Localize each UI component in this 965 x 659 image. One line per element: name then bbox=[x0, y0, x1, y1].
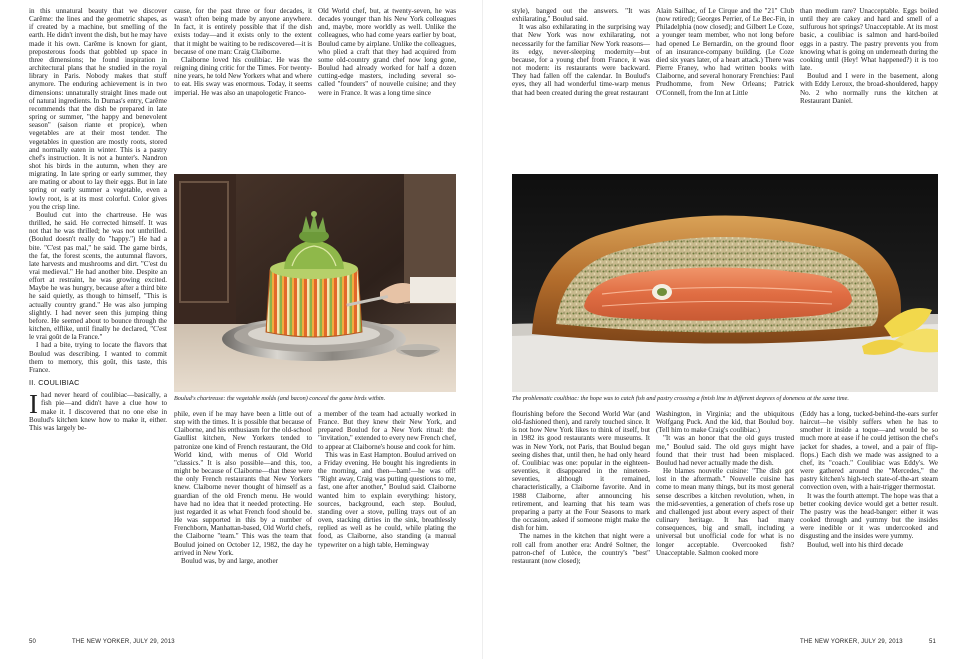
column-6-bottom bbox=[800, 410, 938, 632]
page-number-right: 51 bbox=[929, 639, 937, 645]
column-2-bottom bbox=[174, 410, 312, 632]
paragraph: This was in East Hampton. Boulud arrived on a Friday evening. He bought his ingredients in the morning, and then—bam!—he was off! "Right away, Craig was putting questions to me, fast, one after another," Boulud said. Claiborne wanted him to explain everything: history, sources, background, each step. Boulud, standing over a stove, pulling trays out of an oven, stacking dirties in the sink, breathlessly replied as well as he could, while plating the food, as Claiborne, also standing (a manual typewriter on a high table, Hemingway bbox=[318, 450, 456, 549]
chartreuse-photo bbox=[174, 174, 456, 392]
coulibiac-illustration bbox=[512, 174, 938, 392]
paragraph-text: had never heard of coulibiac—basically, a fish pie—and didn't have a clue how to make it. I discovered that no one else in Boulud's kitchen knew how to make it, either. This was largely be- bbox=[29, 391, 167, 432]
paragraph: in this unnatural beauty that we discover Carême: the lines and the geometric shapes, as if created by a machine, but smelling of the earth. He didn't invent the dish, but he may have made it his own. Carême is known for giant, preposterous foods that gobbled up space in three dimensions; he found inspiration in architectural plans that he studied in the royal library in Paris. Nobody makes that stuff anymore. The enduring achievement is in two dimensions: unnaturally straight lines made out of natural ingredients. In Dumas's entry, Carême recommends that the dish be prepared in late spring or summer, "the happy and benevolent season" (saison riante et propice), when vegetables are at their most tender. The vegetables in question are mostly roots, stored and normally eaten in winter. This is a pastry chef's instruction. It is not a hunter's. Nandron shot his birds in the autumn, when they are migrating. In late spring or early summer, they are mating or about to lay their eggs. But in late spring or early summer a vegetable, even a lowly root, is at its most colorful. Color gives you the crisp line. bbox=[29, 7, 167, 211]
photo-caption-left: Boulud's chartreuse: the vegetable molds (and bacon) conceal the game birds within. bbox=[174, 395, 386, 402]
paragraph: style), banged out the answers. "It was exhilarating," Boulud said. bbox=[512, 7, 650, 24]
column-2-top bbox=[174, 7, 312, 173]
paragraph: flourishing before the Second World War (and old-fashioned then), and rarely touched since. It is not how New York likes to think of itself, but in 1982 its good restaurants were museums. It was in New York, not Paris, that Boulud began seeing dishes that, until then, he had only heard of. Coulibiac was one: popular in the eighteen-seventies, it disappeared in the nineteen-seventies, although it remained, characteristically, a Claiborne favorite. And in 1988 Claiborne, after announcing his retirement, and learning that his team was preparing a party at the Four Seasons to mark the occasion, asked if someone might make the dish for him. bbox=[512, 410, 650, 533]
column-4-top bbox=[512, 7, 650, 173]
paragraph: than medium rare? Unacceptable. Eggs boiled until they are cakey and hard and smell of a sulfurous hot springs? Unacceptable. At its most basic, a coulibiac is salmon and hard-boiled eggs in a pastry. The pastry prevents you from knowing what is going on underneath during the cooking until (Hey! What happened?) it is too late. bbox=[800, 7, 938, 73]
paragraph: phile, even if he may have been a little out of step with the times. It is possible that because of Claiborne, and his enthusiasm for the old-school Gaullist kitchen, New Yorkers tended to patronize one kind of French restaurant, the Old World kind, with menus of Old World "classics." It is also possible—and this, too, might be because of Claiborne—that these were the only French restaurants that New Yorkers knew. Claiborne never thought of himself as a guardian of the old French menu. He would have had no idea that it needed protecting. He just regarded it as what French food should be. He was supported in this by a number of Frenchborn, Manhattan-based, Old World chefs, the Claiborne "team." This was the team that Boulud joined on October 12, 1982, the day he arrived in New York. bbox=[174, 410, 312, 557]
page-number-left: 50 bbox=[29, 639, 37, 645]
column-3-bottom bbox=[318, 410, 456, 632]
folio-left: THE NEW YORKER, JULY 29, 2013 bbox=[72, 639, 175, 645]
paragraph: Boulud cut into the chartreuse. He was thrilled, he said. He corrected himself. It was not that he was thrilled; he was not unthrilled. (Boulud doesn't really do "happy.") He had a bite. "C'est pas mal," he said. The game birds, the fat, the forest scents, the autumnal flavors, late harvests and mushrooms and dirt. "C'est du vrai medieval." He had another bite. Despite an effort at restraint, he was growing excited. Maybe he was hungry, because after a third bite he said quietly, as though to himself, "This is actually country grand." He was also jumping slightly. I had never seen this jumping thing before. He seemed about to bounce through the kitchen, elflike, until finally he declared, "C'est le vrai goût de la France." bbox=[29, 210, 167, 342]
section-heading: II. COULIBIAC bbox=[29, 378, 80, 388]
folio-right: THE NEW YORKER, JULY 29, 2013 bbox=[800, 639, 903, 645]
paragraph: I had a bite, trying to locate the flavors that Boulud was describing. I wanted to commit them to memory, this goût, this taste, this France. bbox=[29, 341, 167, 374]
paragraph: Old World chef, but, at twenty-seven, he was decades younger than his New York colleagues and, maybe, more worldly as well. Unlike the colleagues, who had come years earlier by boat, Boulud came by airplane. Unlike the colleagues, who plied a craft that they had acquired from some old-country grand chef now long gone, Boulud had already worked for half a dozen cutting-edge masters, including several so-called "founders" of nouvelle cuisine; and they were in France. It was a long time since bbox=[318, 7, 456, 97]
paragraph: cause, for the past three or four decades, it wasn't often being made by anyone anywhere. In fact, it is entirely possible that if the dish exists today—and it exists only to the extent that it might be waiting to be rediscovered—it is because of one man: Craig Claiborne. bbox=[174, 7, 312, 56]
chartreuse-illustration bbox=[174, 174, 456, 392]
drop-cap: I bbox=[29, 389, 38, 420]
column-3-top bbox=[318, 7, 456, 173]
coulibiac-photo bbox=[512, 174, 938, 392]
paragraph: He blames nouvelle cuisine: "The dish got lost in the aftermath." Nouvelle cuisine has come to mean many things, but its most general sense describes a kitchen revolution, when, in the mid-seventies, a generation of chefs rose up and challenged just about every aspect of their culinary heritage. It has had many consequences, big and small, including a universal but unofficial code for what is no longer acceptable. Overcooked fish? Unacceptable. Salmon cooked more bbox=[656, 467, 794, 557]
gutter bbox=[482, 0, 483, 659]
paragraph: "It was an honor that the old guys trusted me," Boulud said. The old guys might have found that their trust had been misplaced. Boulud had never actually made the dish. bbox=[656, 434, 794, 467]
photo-caption-right: The problematic coulibiac: the hope was to catch fish and pastry crossing a finish line in different degrees of doneness at the same time. bbox=[512, 395, 849, 402]
column-4-bottom bbox=[512, 410, 650, 632]
column-5-top bbox=[656, 7, 794, 173]
paragraph: a member of the team had actually worked in France. But they knew their New York, and prepared Boulud for a New York ritual: the "invitation," extended to every new French chef, to appear at Claiborne's house and cook for him. bbox=[318, 410, 456, 451]
paragraph: Boulud, well into his third decade bbox=[807, 540, 904, 549]
paragraph: The names in the kitchen that night were a roll call from another era: André Soltner, the patron-chef of Lutèce, the country's "best" restaurant (now closed); bbox=[512, 532, 650, 565]
paragraph: Washington, in Virginia; and the ubiquitous Wolfgang Puck. And the kid, that Boulud boy. (Tell him to make Craig's coulibiac.) bbox=[656, 410, 794, 435]
column-5-bottom bbox=[656, 410, 794, 632]
paragraph bbox=[29, 391, 167, 432]
column-1 bbox=[29, 7, 167, 632]
paragraph: It was also exhilarating in the surprising way that New York was now exhilarating, not necessarily for the familiar New York reasons—its edgy, never-sleeping modernity—but because, for a young chef from France, it was not modern: its restaurants were backward. They had fallen off the calendar. In Boulud's eyes, they all had wonderful time-warp menus that had been created during the great restaurant bbox=[512, 23, 650, 97]
paragraph: Boulud was, by and large, another bbox=[181, 556, 278, 565]
column-6-top bbox=[800, 7, 938, 173]
paragraph: Claiborne loved his coulibiac. He was the reigning dining critic for the Times. For twenty-nine years, he told New Yorkers what and where to eat. His sway was enormous. Today, it seems imperial. He was also an unapologetic Franco- bbox=[174, 55, 312, 97]
paragraph: Alain Sailhac, of Le Cirque and the "21" Club (now retired); Georges Perrier, of Le Bec-Fin, in Philadelphia (now closed); and Gilbert Le Coze, a younger team member, who not long before had opened Le Bernardin, on the ground floor of an insurance-company building. (Le Coze died six years later, of a heart attack.) There was Pierre Franey, who had written books with Claiborne, and several honorary Frenchies: Paul Prudhomme, from New Orleans; Patrick O'Connell, from the Inn at Little bbox=[656, 7, 794, 97]
paragraph: (Eddy has a long, tucked-behind-the-ears surfer haircut—he visibly suffers when he has to smother it inside a toque—and would be so much more at ease if he could jettison the chef's jacket for shades, a towel, and a pair of flip-flops.) Each dish we made was assigned to a chef, its "coach." Coulibiac was Eddy's. We were gathered around the "Mercedes," the pastry kitchen's high-tech state-of-the-art steam convection oven, with a hair-trigger thermostat. bbox=[800, 410, 938, 492]
paragraph: Boulud and I were in the basement, along with Eddy Leroux, the broad-shouldered, happy No. 2 who normally runs the kitchen at Restaurant Daniel. bbox=[800, 72, 938, 105]
paragraph: It was the fourth attempt. The hope was that a better cooking device would get a better result. The pastry was the head-banger: either it was cooked through and yummy but the insides were inedible or it was undercooked and disgusting and the insides were yummy. bbox=[800, 491, 938, 541]
